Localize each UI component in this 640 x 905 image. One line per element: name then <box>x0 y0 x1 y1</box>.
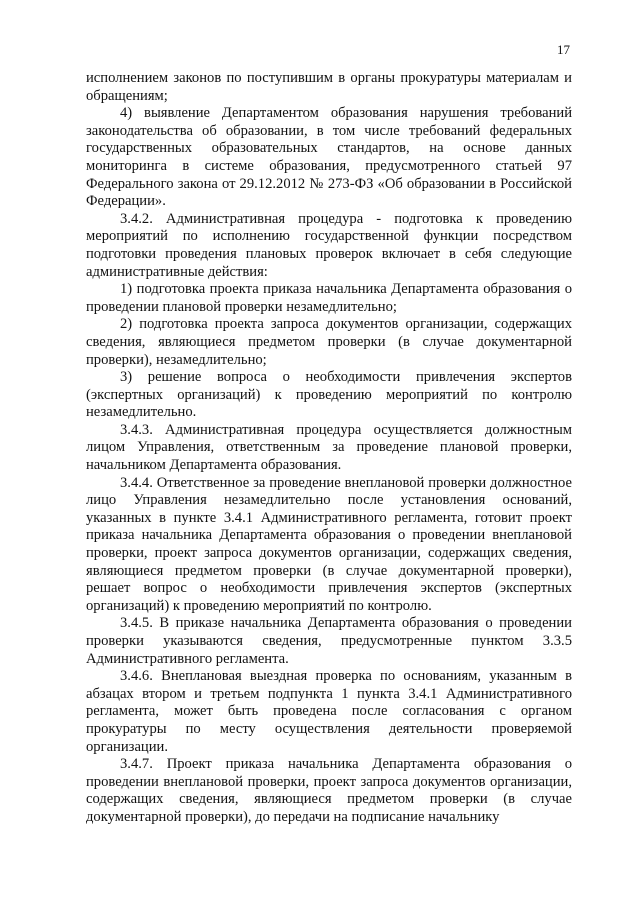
paragraph-3-4-3: 3.4.3. Административная процедура осуществляется должностным лицом Управления, ответственным за проведение плановой проверки, начальником Департамента образования. <box>86 421 572 474</box>
paragraph-continuation: исполнением законов по поступившим в органы прокуратуры материалам и обращениям; <box>86 70 572 104</box>
page-number: 17 <box>557 42 570 57</box>
paragraph-3-4-6: 3.4.6. Внеплановая выездная проверка по основаниям, указанным в абзацах втором и третьем подпункта 1 пункта 3.4.1 Административного регламента, может быть проведена после согласования с органом прокуратуры по месту осуществления деятельности проверяемой организации. <box>86 668 572 755</box>
paragraph-3-4-5: 3.4.5. В приказе начальника Департамента образования о проведении проверки указываются сведения, предусмотренные пунктом 3.3.5 Административного регламента. <box>86 615 572 667</box>
paragraph-3-4-7: 3.4.7. Проект приказа начальника Департамента образования о проведении внеплановой проверки, проект запроса документов организации, содержащих сведения, являющиеся предметом проверки (в случае документарной проверки), до передачи на подписание начальнику <box>86 756 572 825</box>
paragraph-item-4: 4) выявление Департаментом образования нарушения требований законодательства об образовании, в том числе требований федеральных государственных образовательных стандартов, на основе данных мониторинга в системе образования, предусмотренного статьей 97 Федерального закона от 29.12.2012 № 273-ФЗ «Об образовании в Российской Федерации». <box>86 105 572 210</box>
paragraph-item-1: 1) подготовка проекта приказа начальника Департамента образования о проведении плановой проверки незамедлительно; <box>86 281 572 315</box>
document-body <box>86 70 572 827</box>
paragraph-3-4-2: 3.4.2. Административная процедура - подготовка к проведению мероприятий по исполнению государственной функции посредством подготовки проведения плановых проверок включает в себя следующие административные действия: <box>86 210 572 280</box>
paragraph-item-3: 3) решение вопроса о необходимости привлечения экспертов (экспертных организаций) к проведению мероприятий по контролю незамедлительно. <box>86 369 572 421</box>
paragraph-item-2: 2) подготовка проекта запроса документов организации, содержащих сведения, являющиеся предметом проверки (в случае документарной проверки), незамедлительно; <box>86 316 572 368</box>
paragraph-3-4-4: 3.4.4. Ответственное за проведение внеплановой проверки должностное лицо Управления незамедлительно после установления оснований, указанных в пункте 3.4.1 Административного регламента, готовит проект приказа начальника Департамента образования о проведении внеплановой проверки, проект запроса документов организации, содержащих сведения, являющиеся предметом проверки (в случае документарной проверки), решает вопрос о необходимости привлечения экспертов (экспертных организаций) к проведению мероприятий по контролю. <box>86 474 572 614</box>
